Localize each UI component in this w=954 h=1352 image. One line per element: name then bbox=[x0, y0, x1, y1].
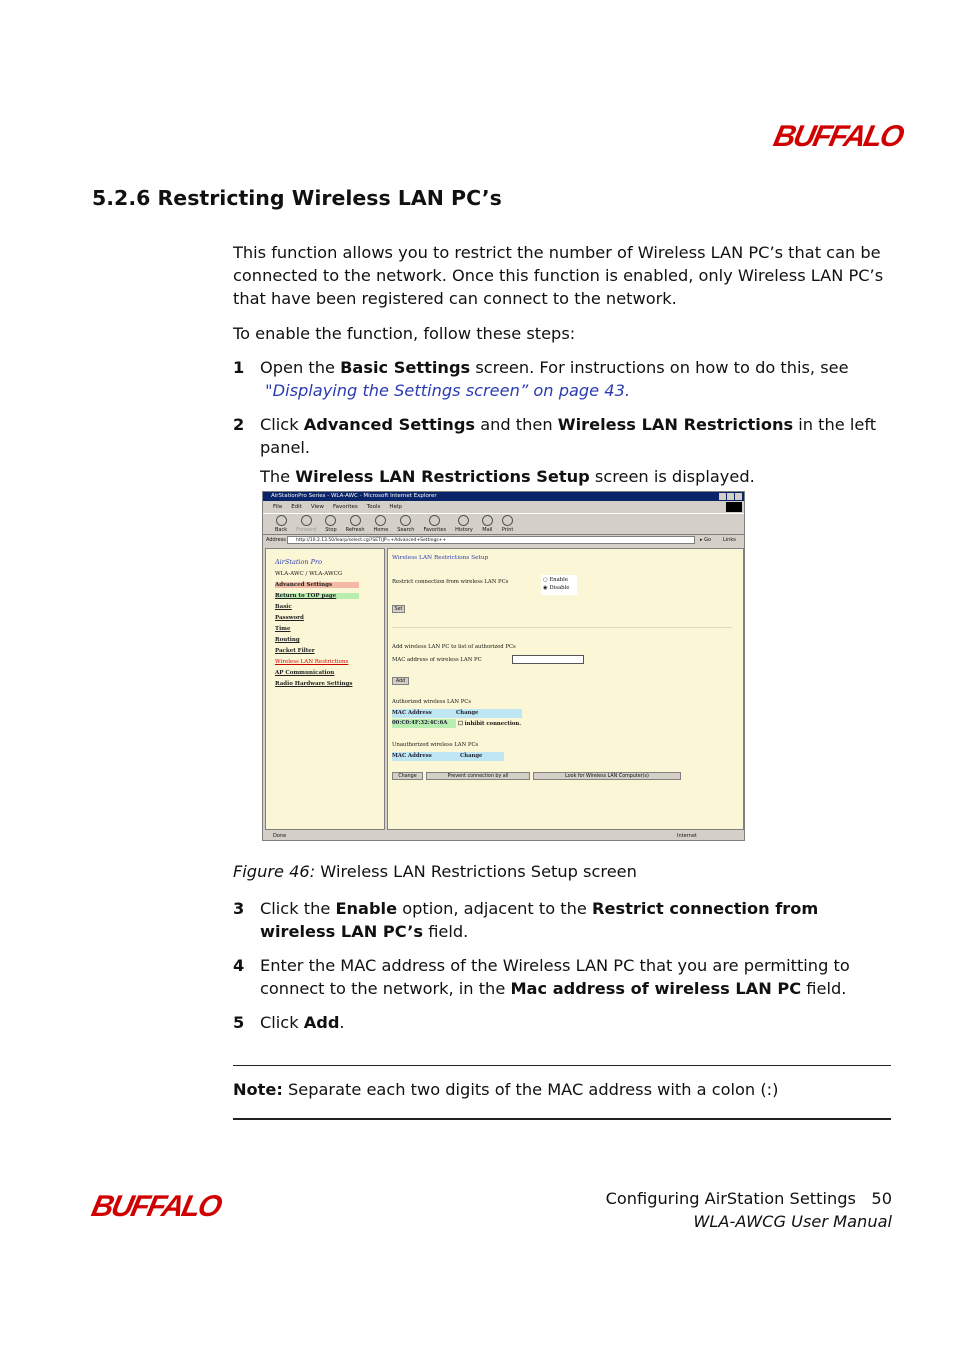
page-number: 50 bbox=[871, 1189, 892, 1208]
step-bold: Wireless LAN Restrictions bbox=[557, 415, 794, 434]
figure-label: Figure 46: bbox=[233, 862, 316, 881]
divider bbox=[392, 627, 732, 628]
menu-help[interactable]: Help bbox=[389, 504, 402, 510]
status-text: Done bbox=[273, 833, 287, 839]
step-3 bbox=[233, 897, 893, 943]
restrict-options bbox=[541, 575, 577, 595]
step-number: 4 bbox=[233, 956, 245, 975]
section-heading: 5.2.6 Restricting Wireless LAN PC’s bbox=[92, 186, 502, 210]
buffalo-logo-top: BUFFALO bbox=[770, 120, 906, 153]
address-input[interactable]: http://10.2.13.50/learp/select.cgi?SET(JP=+Advanced+Settings++ bbox=[287, 536, 695, 544]
menu-bar bbox=[263, 502, 744, 512]
step-number: 2 bbox=[233, 415, 245, 434]
step-bold: Add bbox=[303, 1013, 340, 1032]
intro-lead: To enable the function, follow these steps: bbox=[233, 324, 576, 343]
figure-caption bbox=[233, 862, 637, 881]
enable-label: Enable bbox=[549, 577, 568, 583]
authorized-heading: Authorized wireless LAN PCs bbox=[392, 699, 472, 705]
settings-screenshot bbox=[262, 491, 745, 841]
nav-wireless-lan-restrictions[interactable]: Wireless LAN Restrictions bbox=[275, 659, 349, 665]
nav-ap-communication[interactable]: AP Communication bbox=[275, 670, 335, 676]
back-button[interactable] bbox=[275, 514, 287, 534]
maximize-icon[interactable] bbox=[727, 493, 734, 500]
browser-logo-icon bbox=[726, 502, 742, 512]
menu-favorites[interactable]: Favorites bbox=[332, 504, 358, 510]
step-text: . bbox=[339, 1013, 345, 1032]
prevent-all-button[interactable]: Prevent connection by all bbox=[426, 772, 530, 780]
home-icon bbox=[375, 515, 386, 526]
favorites-button[interactable] bbox=[423, 514, 446, 534]
note bbox=[233, 1078, 893, 1101]
nav-return-top[interactable]: Return to TOP page bbox=[275, 593, 359, 599]
unauthorized-table-header bbox=[392, 752, 504, 761]
stop-button[interactable] bbox=[325, 514, 336, 534]
inhibit-label: inhibit connection. bbox=[464, 721, 522, 727]
note-bottom-rule bbox=[233, 1118, 891, 1120]
step-bold: Enable bbox=[335, 899, 398, 918]
mac-label: MAC address of wireless LAN PC bbox=[392, 657, 482, 663]
toolbar-label: Refresh bbox=[345, 527, 365, 533]
print-icon bbox=[502, 515, 513, 526]
favorites-icon bbox=[429, 515, 440, 526]
step-5 bbox=[233, 1011, 893, 1034]
footer-chapter bbox=[606, 1189, 892, 1208]
look-for-computers-button[interactable]: Look for Wireless LAN Computer(s) bbox=[533, 772, 681, 780]
inhibit-checkbox[interactable]: ☐ inhibit connection. bbox=[458, 721, 522, 727]
unauthorized-heading: Unauthorized wireless LAN PCs bbox=[392, 742, 479, 748]
forward-button[interactable] bbox=[296, 514, 316, 534]
add-button[interactable]: Add bbox=[392, 677, 409, 685]
change-button[interactable]: Change bbox=[392, 772, 423, 780]
authorized-mac-cell: 00:C0:4F:32:4C:6A bbox=[392, 719, 456, 728]
step-text: screen is displayed. bbox=[589, 467, 755, 486]
status-bar bbox=[263, 832, 744, 841]
footer-manual: WLA-AWCG User Manual bbox=[693, 1212, 892, 1231]
stop-icon bbox=[325, 515, 336, 526]
nav-password[interactable]: Password bbox=[275, 615, 304, 621]
address-bar bbox=[263, 535, 744, 546]
restrict-label: Restrict connection from wireless LAN PCs bbox=[392, 579, 509, 585]
toolbar-label: Home bbox=[373, 527, 389, 533]
nav-radio-hardware[interactable]: Radio Hardware Settings bbox=[275, 681, 353, 687]
toolbar-label: Stop bbox=[325, 527, 337, 533]
add-heading: Add wireless LAN PC to list of authorized PCs bbox=[392, 644, 516, 650]
browser-toolbar bbox=[263, 513, 744, 535]
enable-radio[interactable]: ○ Enable bbox=[543, 577, 568, 583]
search-icon bbox=[400, 515, 411, 526]
step-4 bbox=[233, 954, 893, 1000]
nav-time[interactable]: Time bbox=[275, 626, 291, 632]
step-text: field. bbox=[801, 979, 847, 998]
step-text: Click the bbox=[260, 899, 336, 918]
toolbar-label: Mail bbox=[482, 527, 493, 533]
search-button[interactable] bbox=[397, 514, 414, 534]
nav-basic[interactable]: Basic bbox=[275, 604, 292, 610]
minimize-icon[interactable] bbox=[719, 493, 726, 500]
page-title: Wireless LAN Restrictions Setup bbox=[392, 555, 489, 561]
print-button[interactable] bbox=[502, 514, 514, 534]
disable-radio[interactable]: ◉ Disable bbox=[543, 585, 570, 591]
airstation-brand: AirStation Pro bbox=[275, 558, 323, 566]
step-bold: Mac address of wireless LAN PC bbox=[510, 979, 802, 998]
authorized-table-header bbox=[392, 709, 522, 718]
go-label: Go bbox=[704, 537, 712, 543]
menu-view[interactable]: View bbox=[310, 504, 324, 510]
home-button[interactable] bbox=[374, 514, 389, 534]
set-button[interactable]: Set bbox=[392, 605, 405, 613]
close-icon[interactable] bbox=[735, 493, 742, 500]
menu-file[interactable]: File bbox=[273, 504, 283, 510]
note-label: Note: bbox=[233, 1080, 283, 1099]
col-mac-header: MAC Address bbox=[392, 753, 432, 759]
settings-main-panel bbox=[387, 548, 744, 830]
nav-advanced-settings[interactable]: Advanced Settings bbox=[275, 582, 359, 588]
step-bold: Wireless LAN Restrictions Setup bbox=[295, 467, 590, 486]
note-top-rule bbox=[233, 1065, 891, 1066]
step-bold: Basic Settings bbox=[340, 358, 471, 377]
address-label: Address bbox=[266, 537, 286, 543]
step-text: field. bbox=[423, 922, 469, 941]
forward-icon bbox=[301, 515, 312, 526]
mac-address-input[interactable] bbox=[512, 655, 584, 664]
window-title-bar bbox=[263, 492, 744, 501]
toolbar-label: Forward bbox=[296, 527, 317, 533]
nav-packet-filter[interactable]: Packet Filter bbox=[275, 648, 315, 654]
menu-tools[interactable]: Tools bbox=[366, 504, 381, 510]
step-2 bbox=[233, 413, 893, 488]
step-text: screen. For instructions on how to do this, see bbox=[470, 358, 849, 377]
step-text: The bbox=[260, 467, 296, 486]
footer-chapter-text: Configuring AirStation Settings bbox=[605, 1189, 856, 1208]
note-text: Separate each two digits of the MAC address with a colon (:) bbox=[282, 1080, 779, 1099]
toolbar-label: Favorites bbox=[423, 527, 447, 533]
zone-text: Internet bbox=[677, 833, 697, 839]
refresh-icon bbox=[350, 515, 361, 526]
nav-routing[interactable]: Routing bbox=[275, 637, 300, 643]
history-icon bbox=[458, 515, 469, 526]
cross-reference-link[interactable]: "Displaying the Settings screen” on page 43 bbox=[265, 381, 625, 400]
step-1 bbox=[233, 356, 893, 402]
toolbar-label: Search bbox=[397, 527, 415, 533]
links-button[interactable]: Links bbox=[723, 537, 736, 543]
step-text: . bbox=[624, 381, 631, 400]
step-text: Open the bbox=[260, 358, 341, 377]
intro-paragraph: This function allows you to restrict the number of Wireless LAN PC’s that can be connected to the network. Once this function is enabled, only Wireless LAN PC’s that have been registered can connect to the network. bbox=[233, 243, 884, 308]
toolbar-label: Print bbox=[501, 527, 514, 533]
col-change-header: Change bbox=[460, 753, 483, 759]
step-bold: Advanced Settings bbox=[303, 415, 476, 434]
model-name: WLA-AWC / WLA-AWCG bbox=[275, 571, 343, 577]
step-number: 5 bbox=[233, 1013, 245, 1032]
step-text: Click bbox=[260, 1013, 304, 1032]
history-button[interactable] bbox=[455, 514, 473, 534]
menu-edit[interactable]: Edit bbox=[291, 504, 302, 510]
settings-left-panel bbox=[265, 548, 385, 830]
window-title: AirStationPro Series - WLA-AWC - Microsoft Internet Explorer bbox=[271, 493, 437, 499]
refresh-button[interactable] bbox=[346, 514, 365, 534]
buffalo-logo-bottom: BUFFALO bbox=[88, 1190, 224, 1223]
mail-button[interactable] bbox=[482, 514, 493, 534]
step-text: and then bbox=[475, 415, 558, 434]
go-button[interactable]: ▸ Go bbox=[700, 537, 712, 543]
back-icon bbox=[276, 515, 287, 526]
disable-label: Disable bbox=[549, 585, 570, 591]
toolbar-label: History bbox=[455, 527, 473, 533]
figure-caption-text: Wireless LAN Restrictions Setup screen bbox=[315, 862, 637, 881]
step-text: option, adjacent to the bbox=[397, 899, 593, 918]
mail-icon bbox=[482, 515, 493, 526]
step-text: in the left panel. bbox=[260, 415, 877, 457]
step-number: 3 bbox=[233, 899, 245, 918]
step-number: 1 bbox=[233, 358, 245, 377]
step-text: Click bbox=[260, 415, 304, 434]
col-change-header: Change bbox=[456, 710, 479, 716]
step-text: Enter the MAC address of the Wireless LAN PC that you are permitting to connect to the network, in the bbox=[260, 956, 850, 998]
col-mac-header: MAC Address bbox=[392, 710, 432, 716]
step-bold: Restrict connection from wireless LAN PC’s bbox=[260, 899, 819, 941]
toolbar-label: Back bbox=[275, 527, 288, 533]
